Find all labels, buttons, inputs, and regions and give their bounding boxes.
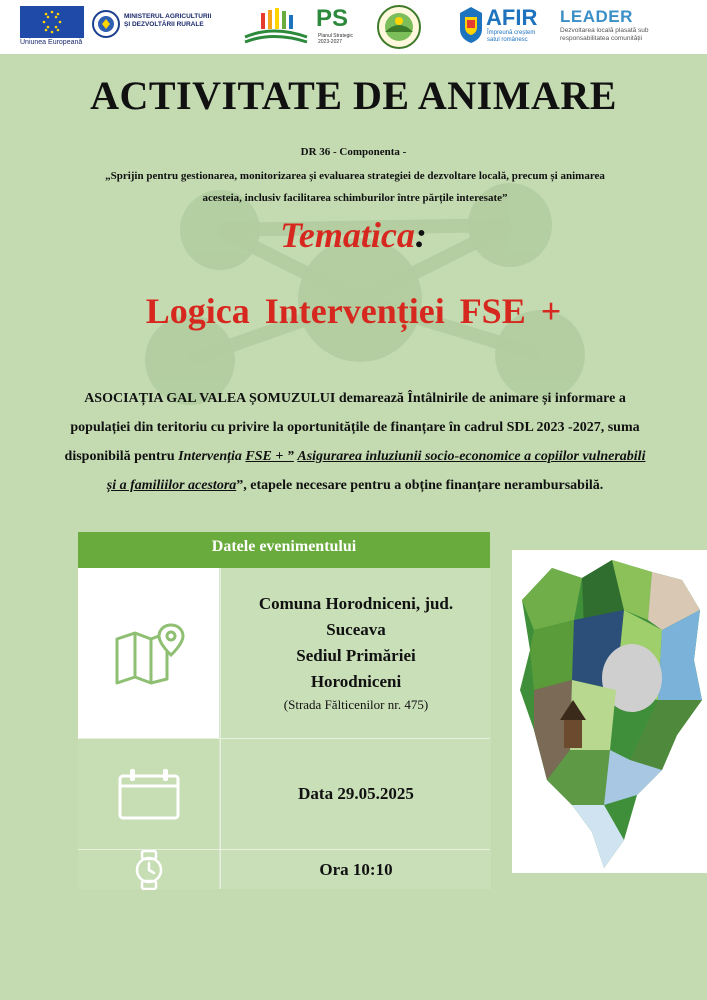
announcement-paragraph [60, 384, 650, 500]
gal-territory-map [512, 550, 707, 873]
ps-caption: Planul Strategic 2023-2027 [318, 33, 354, 45]
announcement-part2: , etapele necesare pentru a obține finanțare nerambursabilă. [243, 478, 604, 493]
gal-seal-logo [376, 4, 422, 50]
eu-flag-logo [20, 6, 84, 38]
ps-mark: PS [316, 5, 349, 32]
address-line: (Strada Fălticenilor nr. 475) [283, 697, 429, 712]
event-details-table [78, 532, 490, 889]
afir-emblem-icon [458, 5, 484, 45]
intervention-code: FSE + ” [245, 449, 294, 464]
afir-name: AFIR [486, 5, 538, 30]
topic-subject: Logica Intervenției FSE + [145, 291, 562, 331]
location-icon-cell [78, 568, 220, 738]
location-line4: Horodniceni [310, 672, 402, 691]
leader-caption: Dezvoltarea locală plasată sub responsabilitatea comunității [560, 27, 649, 42]
leader-name: LEADER [560, 7, 633, 26]
location-cell [220, 568, 491, 738]
page-title: ACTIVITATE DE ANIMARE [90, 73, 617, 118]
location-line1: Comuna Horodniceni, jud. [258, 594, 454, 613]
topic-heading [0, 214, 707, 256]
ministry-emblem-icon [92, 10, 120, 38]
closing-quote: ” [236, 478, 244, 493]
eu-caption: Uniunea Europeană [20, 39, 83, 46]
topic-label: Tematica [280, 215, 415, 255]
event-time: Ora 10:10 [319, 859, 393, 879]
calendar-icon [116, 766, 182, 822]
watch-icon [129, 850, 169, 890]
dr-component-line: DR 36 - Componenta - [300, 146, 407, 158]
event-table-header: Datele evenimentului [78, 532, 490, 568]
announcement-part1: ASOCIAȚIA GAL VALEA ȘOMUZULUI demarează Întâlnirile de animare și informare a populației din teritoriu cu privire la oportunitățile de finanțare în cadrul SDL 2023 -2027, suma disponibilă pentru [64, 391, 640, 464]
dr-description: „Sprijin pentru gestionarea, monitorizarea și evaluarea strategiei de dezvoltare locală, precum și animarea acesteia, inclusiv facilitarea schimburilor între părțile interesate” [105, 170, 605, 204]
ministry-name: MINISTERUL AGRICULTURII ȘI DEZVOLTĂRII RURALE [124, 13, 212, 28]
date-cell [220, 739, 491, 849]
topic-colon: : [414, 215, 427, 255]
location-line2: Suceava [326, 620, 386, 639]
afir-caption: Împreună creștem satul românesc [487, 30, 536, 43]
date-icon-cell [78, 739, 220, 849]
event-date: Data 29.05.2025 [298, 784, 414, 803]
logo-bar [0, 0, 707, 54]
intervention-label: Intervenția [178, 449, 246, 464]
location-line3: Sediul Primăriei [296, 646, 416, 665]
territory-map-image [512, 550, 707, 873]
map-pin-icon [111, 621, 187, 685]
intervention-title: Asigurarea inluziunii socio-economice a copiilor vulnerabili și a familiilor acestora [106, 449, 646, 493]
time-cell [220, 850, 491, 889]
time-icon-cell [78, 850, 220, 889]
ps-stripes-logo [243, 7, 309, 47]
